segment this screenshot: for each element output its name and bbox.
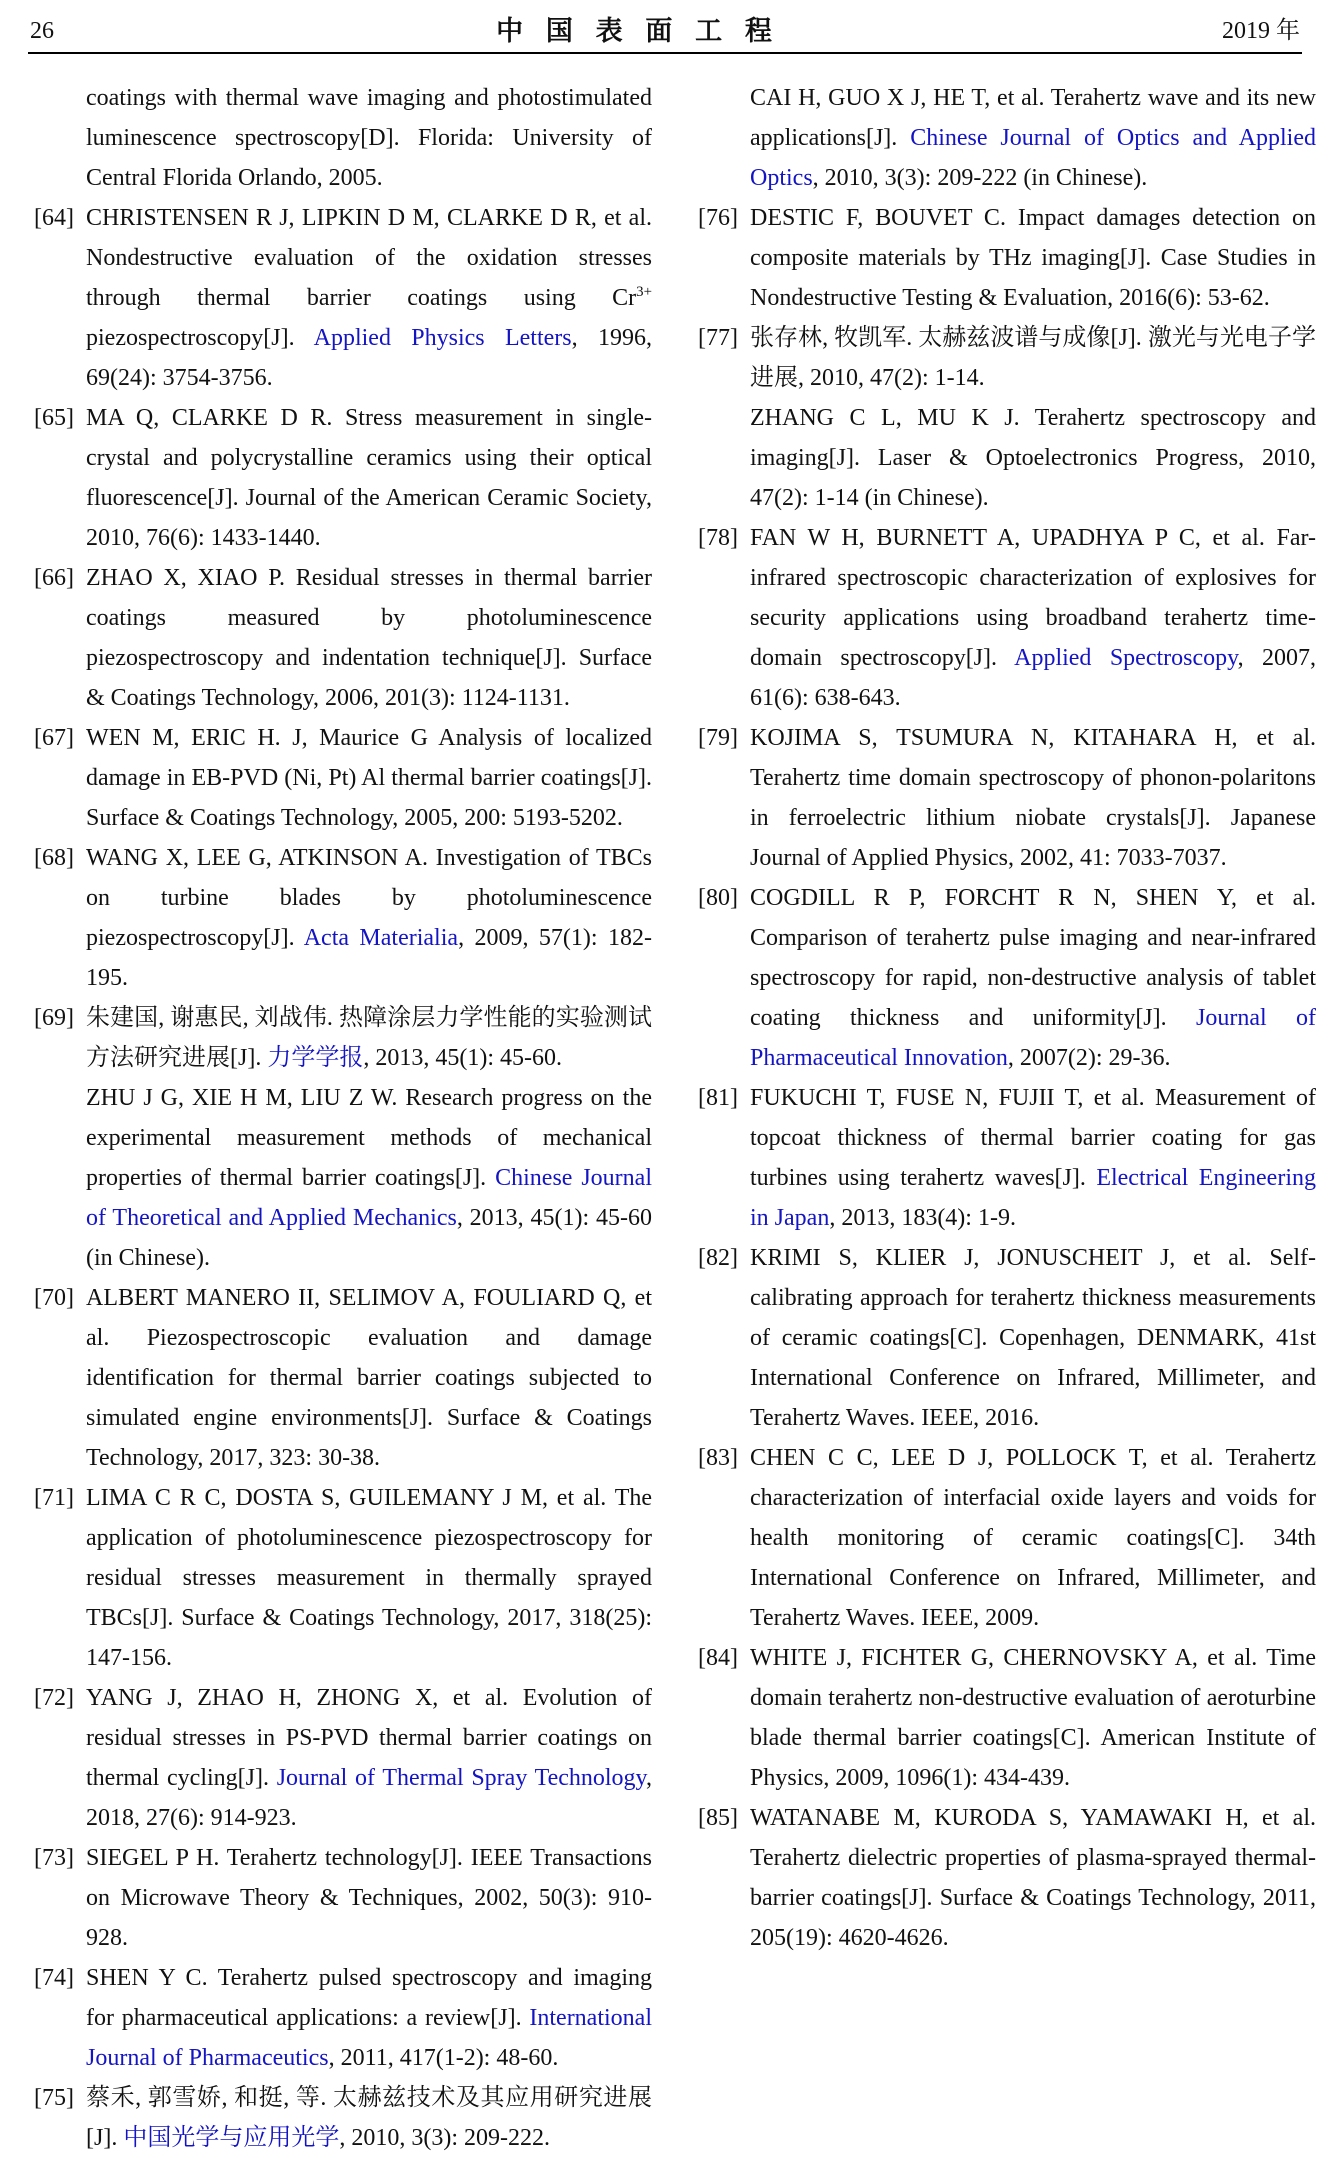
reference-label: [82]: [698, 1245, 738, 1271]
reference-text: , 2009, 57(1): 182-195.: [86, 925, 652, 991]
journal-link[interactable]: Applied Spectroscopy: [1014, 645, 1238, 671]
reference-paragraph: [750, 718, 1316, 878]
reference-paragraph: [86, 1958, 652, 2078]
journal-link[interactable]: Journal of Thermal Spray Technology: [276, 1765, 646, 1791]
reference-entry: [698, 198, 1316, 318]
reference-paragraph: [86, 398, 652, 558]
reference-entry: [698, 1638, 1316, 1798]
journal-link[interactable]: International Journal of Pharmaceutics: [86, 2005, 652, 2071]
reference-entry: [34, 78, 652, 198]
reference-paragraph: [750, 1238, 1316, 1438]
reference-paragraph: [86, 1838, 652, 1958]
reference-text: , 2013, 183(4): 1-9.: [829, 1205, 1016, 1231]
reference-text: CAI H, GUO X J, HE T, et al. Terahertz wave and its new applications[J].: [750, 85, 1316, 151]
reference-label: [73]: [34, 1845, 74, 1871]
journal-link[interactable]: Applied Physics Letters: [313, 325, 572, 351]
page-number: 26: [30, 18, 54, 44]
reference-paragraph: [86, 998, 652, 1078]
journal-link[interactable]: Acta Materialia: [303, 925, 459, 951]
right-column: [698, 78, 1316, 2158]
reference-paragraph: [86, 1278, 652, 1478]
reference-text: WATANABE M, KURODA S, YAMAWAKI H, et al. Terahertz dielectric properties of plasma-sprayed thermal-barrier coatings[J]. Surface & Coatings Technology, 2011, 205(19): 4620-4626.: [750, 1805, 1316, 1951]
reference-paragraph: [86, 558, 652, 718]
reference-columns: [0, 54, 1330, 2158]
reference-entry: [34, 1678, 652, 1838]
reference-paragraph: [86, 78, 652, 198]
reference-entry: [34, 998, 652, 1278]
reference-paragraph: [86, 1078, 652, 1278]
reference-text: , 2010, 3(3): 209-222.: [339, 2125, 550, 2151]
publication-year: 2019 年: [1222, 18, 1300, 44]
reference-label: [67]: [34, 725, 74, 751]
reference-entry: [698, 1438, 1316, 1638]
reference-text: , 2013, 45(1): 45-60.: [363, 1045, 562, 1071]
reference-entry: [698, 1798, 1316, 1958]
reference-entry: [698, 78, 1316, 198]
reference-text: , 2007(2): 29-36.: [1007, 1045, 1171, 1071]
reference-entry: [698, 878, 1316, 1078]
reference-entry: [34, 1278, 652, 1478]
journal-link[interactable]: Journal of Pharmaceutical Innovation: [750, 1005, 1316, 1071]
reference-paragraph: [750, 518, 1316, 718]
reference-paragraph: [750, 1078, 1316, 1238]
reference-text: ZHANG C L, MU K J. Terahertz spectroscopy and imaging[J]. Laser & Optoelectronics Progress, 2010, 47(2): 1-14 (in Chinese).: [750, 405, 1316, 511]
superscript-text: 3+: [636, 284, 652, 300]
reference-entry: [698, 1078, 1316, 1238]
journal-link[interactable]: Electrical Engineering in Japan: [750, 1165, 1316, 1231]
reference-text: ALBERT MANERO II, SELIMOV A, FOULIARD Q, et al. Piezospectroscopic evaluation and damage identification for thermal barrier coatings subjected to simulated engine environments[J]. Surface & Coatings Technology, 2017, 323: 30-38.: [86, 1285, 652, 1471]
reference-text: KRIMI S, KLIER J, JONUSCHEIT J, et al. Self-calibrating approach for terahertz thickness measurements of ceramic coatings[C]. Copenhagen, DENMARK, 41st International Conference on Infrared, Millimeter, and Terahertz Waves. IEEE, 2016.: [750, 1245, 1316, 1431]
reference-text: MA Q, CLARKE D R. Stress measurement in single-crystal and polycrystalline ceramics using their optical fluorescence[J]. Journal of the American Ceramic Society, 2010, 76(6): 1433-1440.: [86, 405, 652, 551]
reference-text: 蔡禾, 郭雪娇, 和挺, 等. 太赫兹技术及其应用研究进展[J].: [86, 2085, 652, 2151]
reference-text: KOJIMA S, TSUMURA N, KITAHARA H, et al. Terahertz time domain spectroscopy of phonon-polaritons in ferroelectric lithium niobate crystals[J]. Japanese Journal of Applied Physics, 2002, 41: 7033-7037.: [750, 725, 1316, 871]
reference-entry: [34, 1958, 652, 2078]
reference-paragraph: [86, 838, 652, 998]
reference-text: coatings with thermal wave imaging and photostimulated luminescence spectroscopy[D]. Florida: University of Central Florida Orlando, 2005.: [86, 85, 652, 191]
reference-entry: [34, 838, 652, 998]
left-column: [34, 78, 652, 2158]
reference-entry: [698, 1238, 1316, 1438]
reference-text: WANG X, LEE G, ATKINSON A. Investigation of TBCs on turbine blades by photoluminescence piezospectroscopy[J].: [86, 845, 652, 951]
reference-text: , 2013, 45(1): 45-60 (in Chinese).: [86, 1205, 652, 1271]
reference-label: [76]: [698, 205, 738, 231]
reference-text: CHRISTENSEN R J, LIPKIN D M, CLARKE D R, et al. Nondestructive evaluation of the oxidation stresses through thermal barrier coatings using Cr: [86, 205, 652, 311]
reference-label: [72]: [34, 1685, 74, 1711]
reference-entry: [34, 1478, 652, 1678]
reference-entry: [34, 2078, 652, 2158]
reference-text: SIEGEL P H. Terahertz technology[J]. IEEE Transactions on Microwave Theory & Techniques, 2002, 50(3): 910-928.: [86, 1845, 652, 1951]
reference-text: ZHU J G, XIE H M, LIU Z W. Research progress on the experimental measurement methods of mechanical properties of thermal barrier coatings[J].: [86, 1085, 652, 1191]
reference-entry: [698, 718, 1316, 878]
reference-label: [79]: [698, 725, 738, 751]
reference-text: WEN M, ERIC H. J, Maurice G Analysis of localized damage in EB-PVD (Ni, Pt) Al thermal barrier coatings[J]. Surface & Coatings Technology, 2005, 200: 5193-5202.: [86, 725, 652, 831]
reference-entry: [698, 518, 1316, 718]
journal-title: 中 国 表 面 工 程: [496, 16, 780, 46]
reference-text: 张存林, 牧凯军. 太赫兹波谱与成像[J]. 激光与光电子学进展, 2010, 47(2): 1-14.: [750, 325, 1316, 391]
reference-text: SHEN Y C. Terahertz pulsed spectroscopy and imaging for pharmaceutical applications: a review[J].: [86, 1965, 652, 2031]
reference-paragraph: [86, 198, 652, 398]
reference-text: , 1996, 69(24): 3754-3756.: [86, 325, 652, 391]
reference-label: [66]: [34, 565, 74, 591]
reference-paragraph: [86, 1678, 652, 1838]
reference-text: , 2018, 27(6): 914-923.: [86, 1765, 652, 1831]
reference-label: [65]: [34, 405, 74, 431]
reference-label: [70]: [34, 1285, 74, 1311]
reference-label: [75]: [34, 2085, 74, 2111]
reference-text: COGDILL R P, FORCHT R N, SHEN Y, et al. Comparison of terahertz pulse imaging and near-infrared spectroscopy for rapid, non-destructive analysis of tablet coating thickness and uniformity[J].: [750, 885, 1316, 1031]
reference-entry: [34, 398, 652, 558]
reference-label: [64]: [34, 205, 74, 231]
reference-text: WHITE J, FICHTER G, CHERNOVSKY A, et al. Time domain terahertz non-destructive evaluation of aeroturbine blade thermal barrier coatings[C]. American Institute of Physics, 2009, 1096(1): 434-439.: [750, 1645, 1316, 1791]
journal-link[interactable]: Chinese Journal of Optics and Applied Optics: [750, 125, 1316, 191]
reference-label: [74]: [34, 1965, 74, 1991]
reference-paragraph: [86, 1478, 652, 1678]
reference-paragraph: [750, 198, 1316, 318]
reference-text: FUKUCHI T, FUSE N, FUJII T, et al. Measurement of topcoat thickness of thermal barrier coating for gas turbines using terahertz waves[J].: [750, 1085, 1316, 1191]
reference-paragraph: [750, 1638, 1316, 1798]
reference-entry: [34, 198, 652, 398]
reference-label: [78]: [698, 525, 738, 551]
reference-label: [69]: [34, 1005, 74, 1031]
reference-paragraph: [86, 718, 652, 838]
reference-label: [84]: [698, 1645, 738, 1671]
reference-paragraph: [750, 78, 1316, 198]
journal-link[interactable]: 力学学报: [267, 1045, 364, 1071]
reference-label: [81]: [698, 1085, 738, 1111]
journal-link[interactable]: 中国光学与应用光学: [123, 2125, 340, 2151]
reference-text: CHEN C C, LEE D J, POLLOCK T, et al. Terahertz characterization of interfacial oxide layers and voids for health monitoring of ceramic coatings[C]. 34th International Conference on Infrared, Millimeter, and Terahertz Waves. IEEE, 2009.: [750, 1445, 1316, 1631]
reference-label: [68]: [34, 845, 74, 871]
reference-text: ZHAO X, XIAO P. Residual stresses in thermal barrier coatings measured by photoluminescence piezospectroscopy and indentation technique[J]. Surface & Coatings Technology, 2006, 201(3): 1124-1131.: [86, 565, 652, 711]
reference-entry: [34, 718, 652, 838]
reference-paragraph: [750, 398, 1316, 518]
reference-paragraph: [750, 1438, 1316, 1638]
reference-text: DESTIC F, BOUVET C. Impact damages detection on composite materials by THz imaging[J]. Case Studies in Nondestructive Testing & Evaluation, 2016(6): 53-62.: [750, 205, 1316, 311]
reference-paragraph: [750, 878, 1316, 1078]
journal-link[interactable]: Chinese Journal of Theoretical and Applied Mechanics: [86, 1165, 652, 1231]
reference-text: , 2010, 3(3): 209-222 (in Chinese).: [812, 165, 1148, 191]
reference-text: , 2011, 417(1-2): 48-60.: [328, 2045, 559, 2071]
reference-label: [77]: [698, 325, 738, 351]
reference-text: 朱建国, 谢惠民, 刘战伟. 热障涂层力学性能的实验测试方法研究进展[J].: [86, 1005, 652, 1071]
page-header: [28, 0, 1302, 54]
reference-label: [71]: [34, 1485, 74, 1511]
reference-label: [85]: [698, 1805, 738, 1831]
reference-label: [80]: [698, 885, 738, 911]
reference-paragraph: [750, 1798, 1316, 1958]
reference-paragraph: [86, 2078, 652, 2158]
reference-text: LIMA C R C, DOSTA S, GUILEMANY J M, et al. The application of photoluminescence piezospectroscopy for residual stresses measurement in thermally sprayed TBCs[J]. Surface & Coatings Technology, 2017, 318(25): 147-156.: [86, 1485, 652, 1671]
reference-text: YANG J, ZHAO H, ZHONG X, et al. Evolution of residual stresses in PS-PVD thermal barrier coatings on thermal cycling[J].: [86, 1685, 652, 1791]
reference-paragraph: [750, 318, 1316, 398]
reference-text: , 2007, 61(6): 638-643.: [750, 645, 1316, 711]
reference-entry: [698, 318, 1316, 518]
reference-text: piezospectroscopy[J].: [86, 325, 314, 351]
reference-entry: [34, 1838, 652, 1958]
reference-entry: [34, 558, 652, 718]
reference-label: [83]: [698, 1445, 738, 1471]
reference-text: FAN W H, BURNETT A, UPADHYA P C, et al. Far-infrared spectroscopic characterization of explosives for security applications using broadband terahertz time-domain spectroscopy[J].: [750, 525, 1316, 671]
